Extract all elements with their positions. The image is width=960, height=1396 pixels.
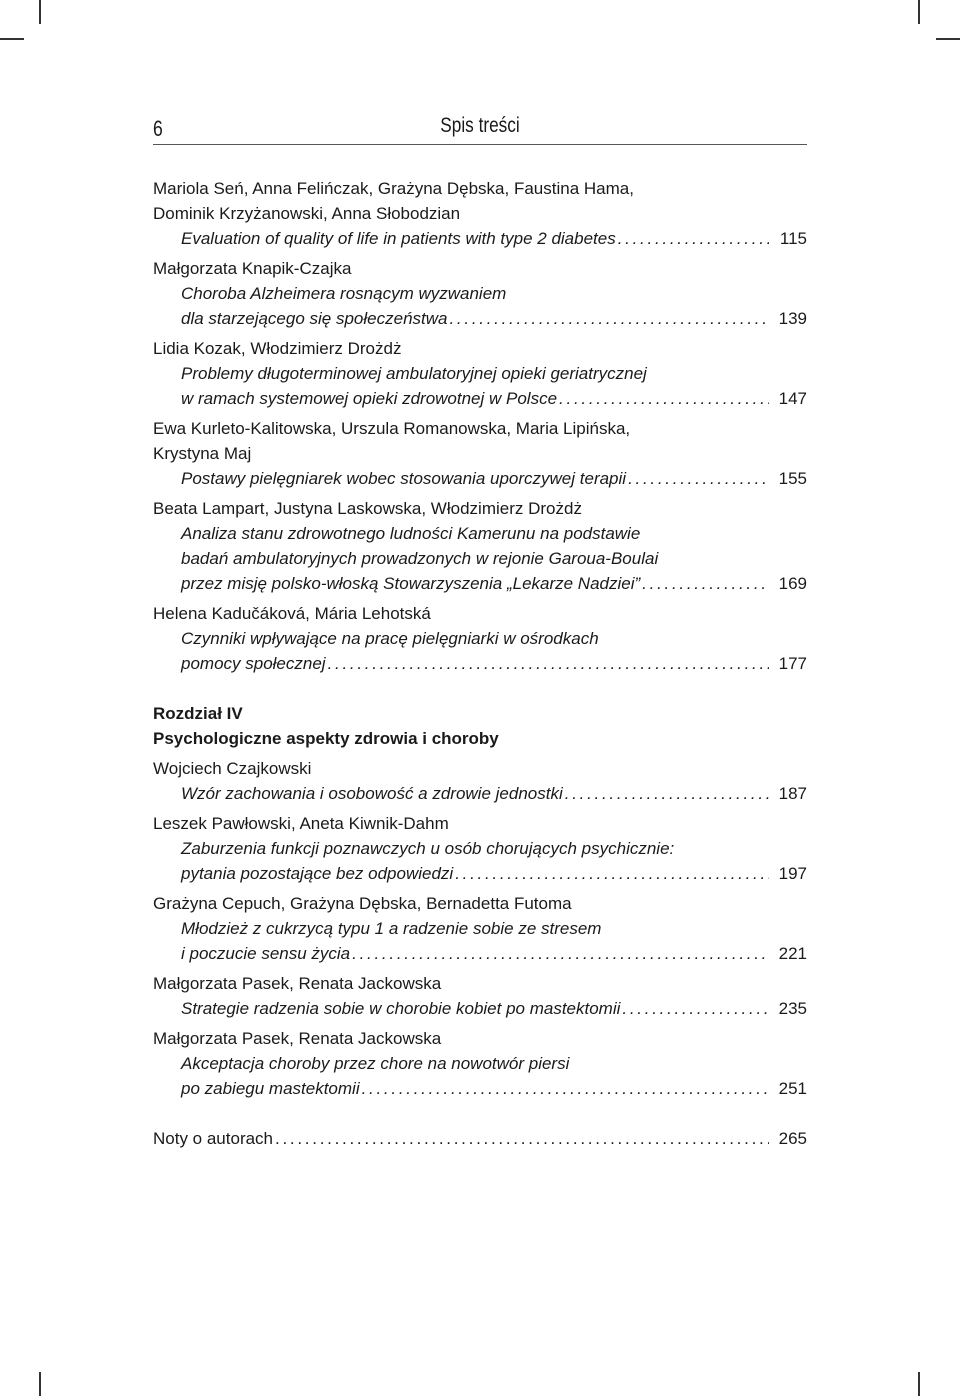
entry-authors: Małgorzata Knapik-Czajka <box>153 259 352 278</box>
entry-authors: Krystyna Maj <box>153 444 252 463</box>
toc-entry[interactable] <box>153 256 807 331</box>
section-spacer <box>153 1106 807 1126</box>
table-of-contents <box>153 176 807 1151</box>
entry-authors: Wojciech Czajkowski <box>153 759 312 778</box>
dot-leader <box>455 861 769 886</box>
entry-authors: Leszek Pawłowski, Aneta Kiwnik-Dahm <box>153 814 449 833</box>
entry-title-line <box>153 306 807 331</box>
page-ref: 197 <box>778 864 807 883</box>
entry-title: przez misję polsko-włoską Stowarzyszenia „Lekarze Nadziei” <box>181 574 641 593</box>
entry-title: badań ambulatoryjnych prowadzonych w rejonie Garoua-Boulai <box>181 549 659 568</box>
crop-mark-left-top <box>0 38 24 40</box>
page-ref: 139 <box>778 309 807 328</box>
page-ref: 169 <box>778 574 807 593</box>
toc-entry[interactable] <box>153 416 807 491</box>
chapter-label: Rozdział IV <box>153 704 243 723</box>
dot-leader <box>275 1126 769 1151</box>
entry-title: Wzór zachowania i osobowość a zdrowie jednostki <box>181 784 563 803</box>
entry-title: Czynniki wpływające na pracę pielęgniarki w ośrodkach <box>181 629 599 648</box>
entry-authors: Lidia Kozak, Włodzimierz Drożdż <box>153 339 402 358</box>
entry-title: Postawy pielęgniarek wobec stosowania uporczywej terapii <box>181 469 627 488</box>
entry-title: Choroba Alzheimera rosnącym wyzwaniem <box>181 284 507 303</box>
page-ref: 251 <box>778 1079 807 1098</box>
page-ref: 147 <box>778 389 807 408</box>
entry-title-line <box>153 386 807 411</box>
toc-entry[interactable] <box>153 756 807 806</box>
toc-entry[interactable] <box>153 971 807 1021</box>
toc-entry-final[interactable] <box>153 1126 807 1151</box>
entry-title-line <box>153 861 807 886</box>
entry-title-line <box>153 226 807 251</box>
dot-leader <box>559 386 769 411</box>
dot-leader <box>642 571 769 596</box>
entry-title-line <box>153 1076 807 1101</box>
entry-title: Noty o autorach <box>153 1129 274 1148</box>
entry-title-line <box>153 466 807 491</box>
page-ref: 265 <box>778 1129 807 1148</box>
entry-authors: Grażyna Cepuch, Grażyna Dębska, Bernadetta Futoma <box>153 894 572 913</box>
entry-title: Strategie radzenia sobie w chorobie kobiet po mastektomii <box>181 999 621 1018</box>
dot-leader <box>352 941 769 966</box>
toc-entry[interactable] <box>153 601 807 676</box>
crop-mark-bottom-left <box>39 1372 41 1396</box>
entry-title-line <box>153 941 807 966</box>
toc-entry[interactable] <box>153 176 807 251</box>
toc-entry[interactable] <box>153 811 807 886</box>
page-ref: 155 <box>778 469 807 488</box>
entry-title: Evaluation of quality of life in patients with type 2 diabetes <box>181 229 616 248</box>
crop-mark-top-right <box>918 0 920 24</box>
dot-leader <box>449 306 769 331</box>
entry-title: Akceptacja choroby przez chore na nowotwór piersi <box>181 1054 570 1073</box>
toc-entry[interactable] <box>153 891 807 966</box>
dot-leader <box>328 651 769 676</box>
running-header <box>153 112 807 145</box>
entry-authors: Beata Lampart, Justyna Laskowska, Włodzimierz Drożdż <box>153 499 582 518</box>
entry-authors: Dominik Krzyżanowski, Anna Słobodzian <box>153 204 461 223</box>
dot-leader <box>618 226 769 251</box>
page-ref: 115 <box>779 229 807 248</box>
toc-entry[interactable] <box>153 336 807 411</box>
entry-authors: Małgorzata Pasek, Renata Jackowska <box>153 974 442 993</box>
entry-title: i poczucie sensu życia <box>181 944 351 963</box>
dot-leader <box>565 781 769 806</box>
crop-mark-right-top <box>936 38 960 40</box>
page-ref: 187 <box>778 784 807 803</box>
entry-title-line <box>153 571 807 596</box>
entry-title: pytania pozostające bez odpowiedzi <box>181 864 454 883</box>
entry-title: dla starzejącego się społeczeństwa <box>181 309 448 328</box>
page-ref: 235 <box>778 999 807 1018</box>
entry-title-line <box>153 996 807 1021</box>
entry-authors: Mariola Seń, Anna Felińczak, Grażyna Dębska, Faustina Hama, <box>153 179 634 198</box>
crop-mark-bottom-right <box>918 1372 920 1396</box>
toc-entry[interactable] <box>153 496 807 596</box>
chapter-title: Psychologiczne aspekty zdrowia i choroby <box>153 729 499 748</box>
page-ref: 221 <box>778 944 807 963</box>
section-spacer <box>153 681 807 701</box>
entry-authors: Ewa Kurleto-Kalitowska, Urszula Romanowska, Maria Lipińska, <box>153 419 631 438</box>
page-ref: 177 <box>778 654 807 673</box>
dot-leader <box>628 466 769 491</box>
header-title: Spis treści <box>440 114 520 137</box>
crop-mark-top-left <box>39 0 41 24</box>
entry-title: Problemy długoterminowej ambulatoryjnej opieki geriatrycznej <box>181 364 647 383</box>
toc-entry[interactable] <box>153 1026 807 1101</box>
entry-authors: Helena Kadučáková, Mária Lehotská <box>153 604 431 623</box>
entry-title: Analiza stanu zdrowotnego ludności Kamerunu na podstawie <box>181 524 641 543</box>
page-number: 6 <box>153 116 163 141</box>
entry-title: w ramach systemowej opieki zdrowotnej w Polsce <box>181 389 558 408</box>
entry-title: Młodzież z cukrzycą typu 1 a radzenie sobie ze stresem <box>181 919 602 938</box>
entry-title: Zaburzenia funkcji poznawczych u osób chorujących psychicznie: <box>181 839 675 858</box>
entry-title-line <box>153 651 807 676</box>
entry-title: pomocy społecznej <box>181 654 326 673</box>
entry-title: po zabiegu mastektomii <box>181 1079 360 1098</box>
entry-title-line <box>153 781 807 806</box>
entry-authors: Małgorzata Pasek, Renata Jackowska <box>153 1029 442 1048</box>
dot-leader <box>622 996 769 1021</box>
dot-leader <box>362 1076 769 1101</box>
